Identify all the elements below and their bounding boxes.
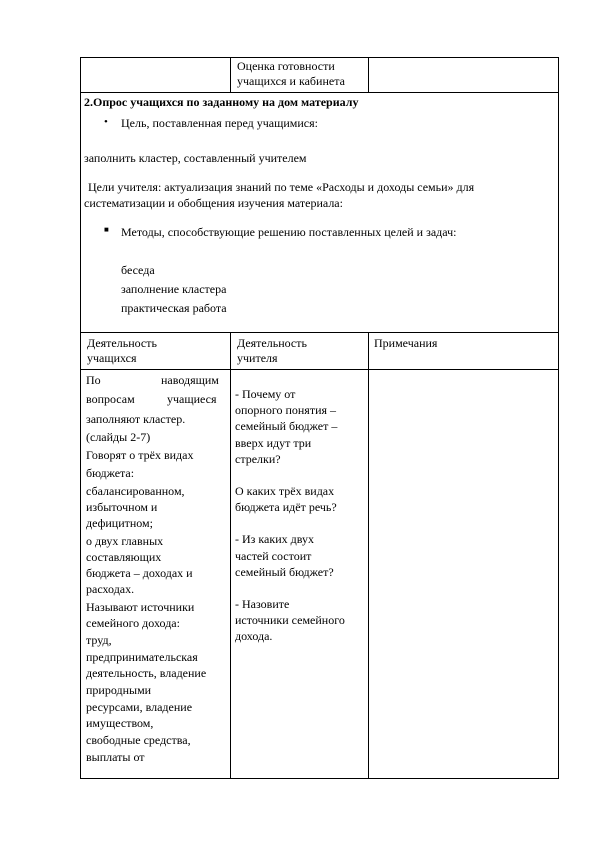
table-border-right [558,57,559,779]
header-teacher: Деятельность [237,336,307,350]
teacher-line: семейный бюджет – [235,419,338,433]
goal-students: Цель, поставленная перед учащимися: [121,116,318,130]
students-line: (слайды 2-7) [86,430,151,444]
bullet-square-icon: ■ [104,225,109,234]
teacher-line: - Назовите [235,597,290,611]
bullet-dot-icon: • [104,116,108,128]
students-line: бюджета: [86,466,135,480]
students-line: предпринимательская [86,650,198,664]
students-line: семейного дохода: [86,616,180,630]
table-col-divider [230,332,231,779]
method-item: заполнение кластера [121,282,227,296]
students-line: сбалансированном, [86,484,185,498]
students-line: учащиеся [167,392,217,406]
students-line: составляющих [86,550,162,564]
table-col-divider [230,57,231,93]
table-col-divider [368,332,369,779]
goal-students-value: заполнить кластер, составленный учителем [84,151,307,165]
section-heading: 2.Опрос учащихся по заданному на дом материалу [84,95,359,109]
teacher-line: бюджета идёт речь? [235,500,337,514]
methods-label: Методы, способствующие решению поставленных целей и задач: [121,225,457,239]
teacher-goals-line: Цели учителя: актуализация знаний по теме «Расходы и доходы семьи» для [88,180,475,194]
students-line: ресурсами, владение [86,700,193,714]
top-cell-line: учащихся и кабинета [237,74,345,88]
table-row-divider [80,369,559,370]
students-line: вопросам [86,392,135,406]
teacher-line: семейный бюджет? [235,565,334,579]
table-col-divider [368,57,369,93]
table-row-divider [80,332,559,333]
method-item: практическая работа [121,301,227,315]
students-line: труд, [86,633,112,647]
students-line: природными [86,683,152,697]
method-item: беседа [121,263,155,277]
table-border-left [80,57,81,779]
header-notes: Примечания [374,336,438,350]
header-students: учащихся [87,351,137,365]
teacher-line: источники семейного [235,613,345,627]
header-teacher: учителя [237,351,278,365]
students-line: деятельность, владение [86,666,207,680]
header-students: Деятельность [87,336,157,350]
students-line: Называют источники [86,600,195,614]
students-line: имуществом, [86,716,154,730]
top-cell-line: Оценка готовности [237,59,335,73]
students-line: расходах. [86,582,135,596]
teacher-line: частей состоит [235,549,312,563]
students-line: дефицитном; [86,516,153,530]
students-line: Говорят о трёх видах [86,448,194,462]
students-line: заполняют кластер. [86,412,186,426]
teacher-line: стрелки? [235,452,281,466]
teacher-line: - Из каких двух [235,532,314,546]
students-line: бюджета – доходах и [86,566,193,580]
teacher-line: вверх идут три [235,436,312,450]
table-border-bottom [80,778,559,779]
teacher-line: - Почему от [235,387,296,401]
students-line: выплаты от [86,750,145,764]
students-line: По [86,373,101,387]
table-border-top [80,57,559,58]
students-line: избыточном и [86,500,158,514]
students-line: о двух главных [86,534,164,548]
students-line: свободные средства, [86,733,191,747]
table-row-divider [80,92,559,93]
teacher-line: дохода. [235,629,273,643]
teacher-line: О каких трёх видах [235,484,335,498]
teacher-goals-line: систематизации и обобщения изучения материала: [84,196,343,210]
teacher-line: опорного понятия – [235,403,337,417]
students-line: наводящим [161,373,219,387]
